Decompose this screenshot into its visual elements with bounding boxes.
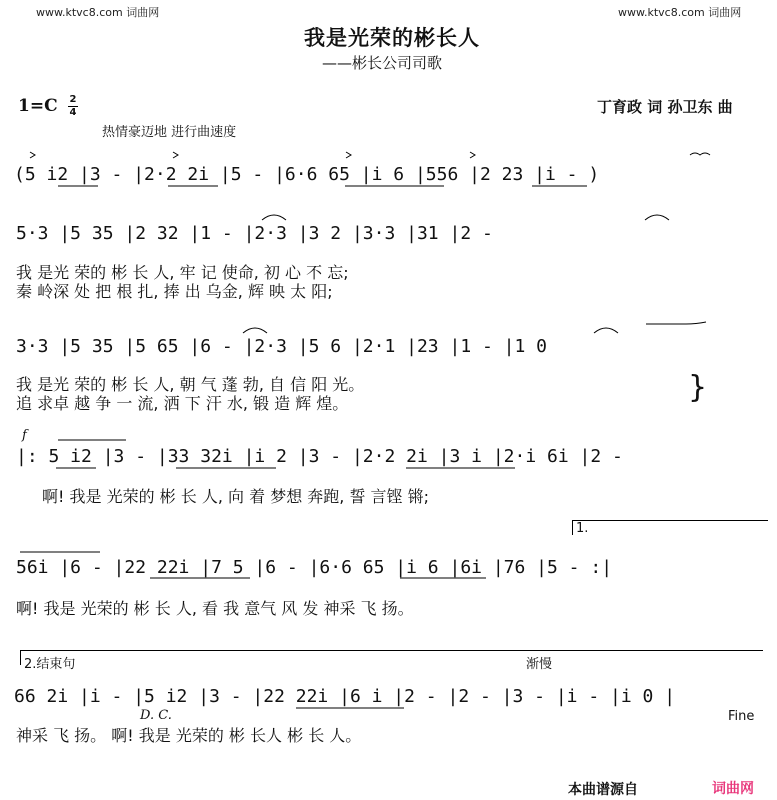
time-bottom: 4	[69, 107, 77, 118]
lyrics-line-3b: 追 求卓 越 争 一 流, 洒 下 汗 水, 锻 造 辉 煌。	[16, 394, 349, 413]
time-top: 2	[69, 94, 77, 105]
lyrics-line-2a: 我 是光 荣的 彬 长 人, 牢 记 使命, 初 心 不 忘;	[16, 263, 349, 282]
volta-2-label: 2.结束句	[24, 657, 76, 672]
song-title: 我是光荣的彬长人	[304, 26, 480, 50]
watermark-left: www.ktvc8.com 词曲网	[36, 6, 160, 19]
accent-mark	[470, 152, 475, 158]
score-line-6: 66 2i |i - |5 i2 |3 - |22 22i |6 i |2 - |2 - |3 - |i - |i 0 |	[14, 686, 676, 707]
lyrics-line-6: 神采 飞 扬。 啊! 我是 光荣的 彬 长人 彬 长 人。	[16, 726, 362, 745]
credits: 丁育政 词 孙卫东 曲	[597, 98, 733, 116]
song-subtitle: ——彬长公司司歌	[322, 54, 443, 72]
fine-marking: Fine	[728, 709, 755, 724]
footer-brand: 词曲网	[712, 781, 754, 797]
tempo-marking: 热情豪迈地 进行曲速度	[102, 125, 237, 140]
lyrics-line-4: 啊! 我是 光荣的 彬 长 人, 向 着 梦想 奔跑, 誓 言铿 锵;	[42, 487, 430, 506]
accent-mark	[173, 152, 178, 158]
lyrics-line-2b: 秦 岭深 处 把 根 扎, 捧 出 乌金, 辉 映 太 阳;	[16, 282, 333, 301]
score-line-3: 3·3 |5 35 |5 65 |6 - |2·3 |5 6 |2·1 |23 |1 - |1 0	[16, 336, 548, 357]
score-line-1: (5 i2 |3 - |2·2 2i |5 - |6·6 65 |i 6 |556 |2 23 |i - )	[14, 164, 600, 185]
key-signature: 1=C	[18, 96, 58, 116]
brace-icon: }	[688, 370, 708, 405]
slur	[243, 328, 267, 333]
slur	[594, 328, 618, 333]
trill-mark	[690, 153, 710, 155]
slur	[262, 215, 286, 220]
lyrics-line-3a: 我 是光 荣的 彬 长 人, 朝 气 蓬 勃, 自 信 阳 光。	[16, 375, 365, 394]
dynamic-marking: f	[22, 428, 27, 443]
ritardando-label: 渐慢	[526, 657, 553, 672]
score-line-4: |: 5 i2 |3 - |33 32i |i 2 |3 - |2·2 2i |3 i |2·i 6i |2 -	[16, 446, 623, 467]
accent-mark	[30, 152, 35, 158]
footer-source: 本曲谱源自	[568, 782, 638, 798]
volta-1-label: 1.	[576, 521, 589, 536]
tie	[646, 322, 706, 324]
watermark-right: www.ktvc8.com 词曲网	[618, 6, 742, 19]
score-line-2: 5·3 |5 35 |2 32 |1 - |2·3 |3 2 |3·3 |31 |2 -	[16, 223, 493, 244]
slur	[645, 215, 669, 220]
score-line-5: 56i |6 - |22 22i |7 5 |6 - |6·6 65 |i 6 |6i |76 |5 - :|	[16, 557, 613, 578]
accent-mark	[346, 152, 351, 158]
dc-marking: D. C.	[140, 708, 172, 723]
lyrics-line-5: 啊! 我是 光荣的 彬 长 人, 看 我 意气 风 发 神采 飞 扬。	[16, 599, 414, 618]
